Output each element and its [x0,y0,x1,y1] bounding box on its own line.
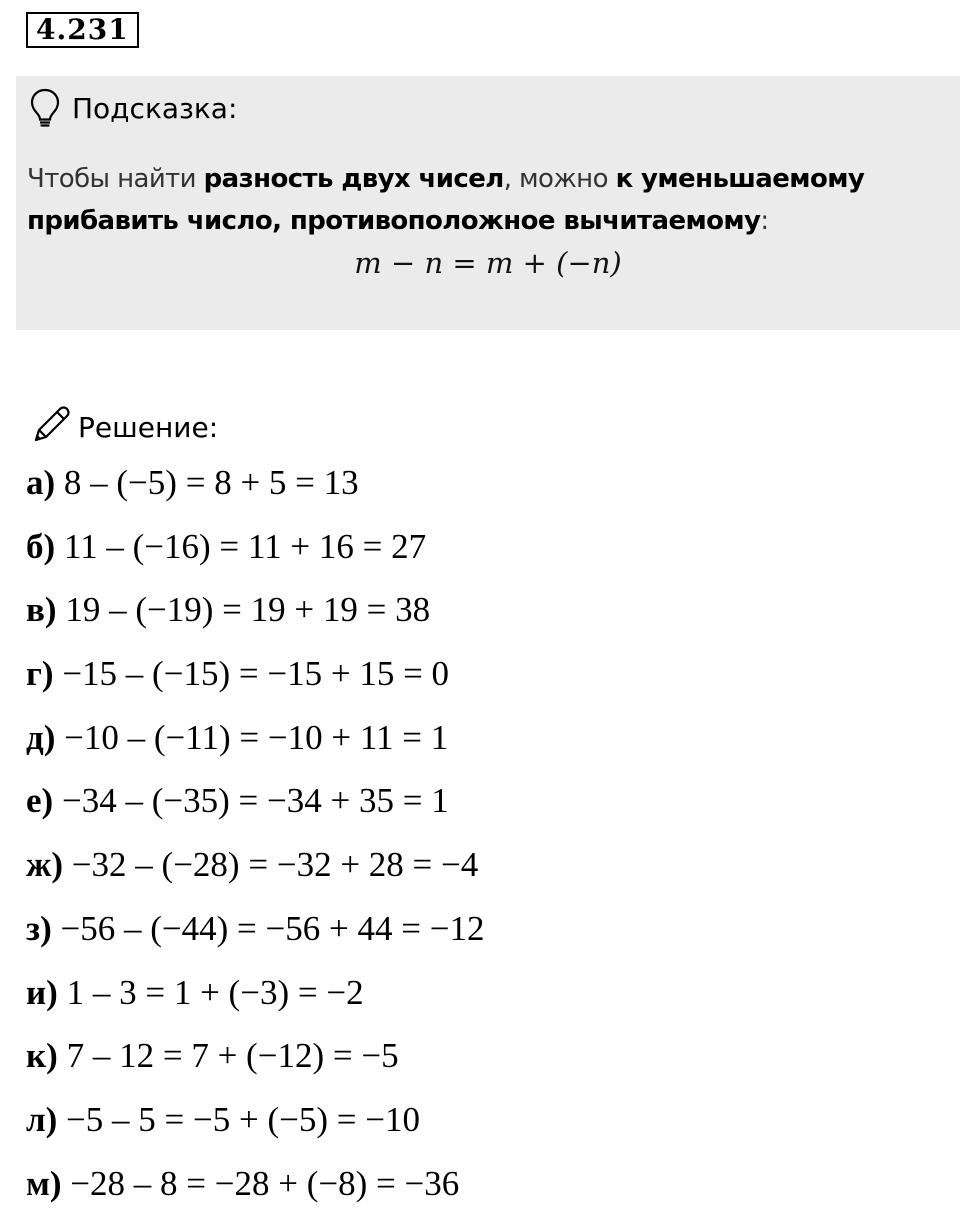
solution-item [26,524,484,588]
hint-text-part: , можно [503,164,616,194]
item-label: б) [26,526,56,566]
item-label: ж) [26,845,64,885]
item-label: з) [26,908,52,948]
hint-formula: m − n = m + (−n) [354,246,622,280]
item-expression: −10 – (−11) = −10 + 11 = 1 [64,717,449,757]
item-expression: 11 – (−16) = 11 + 16 = 27 [63,526,427,566]
solution-item [26,715,484,779]
solution-item [26,460,484,524]
hint-bold-rule: к уменьшаемому прибавить число, противоположное вычитаемому [27,164,865,236]
item-expression: −32 – (−28) = −32 + 28 = −4 [71,845,479,885]
item-label: к) [26,1036,58,1076]
hint-text-part: Чтобы найти [27,164,204,194]
solution-item [26,651,484,715]
item-expression: 19 – (−19) = 19 + 19 = 38 [65,590,431,630]
solution-list [26,460,484,1224]
task-number: 4.231 [26,12,139,48]
solution-item [26,1097,484,1161]
lightbulb-icon [30,88,60,128]
hint-title: Подсказка: [72,91,238,125]
item-label: д) [26,717,56,757]
item-expression: −34 – (−35) = −34 + 35 = 1 [61,781,449,821]
solution-item [26,1033,484,1097]
hint-text-part: : [760,206,769,236]
item-label: а) [26,463,56,502]
solution-item [26,842,484,906]
item-label: м) [26,1163,62,1203]
solution-item [26,778,484,842]
hint-text [27,158,952,242]
solution-header [30,404,218,450]
hint-bold-difference: разность двух чисел [203,164,504,194]
item-label: л) [26,1099,58,1139]
pencil-icon [30,404,72,451]
item-expression: −5 – 5 = −5 + (−5) = −10 [66,1099,421,1139]
item-label: в) [26,590,57,630]
solution-item [26,906,484,970]
item-expression: −15 – (−15) = −15 + 15 = 0 [62,654,450,694]
solution-item [26,970,484,1034]
hint-header [30,86,237,130]
solution-item [26,587,484,651]
solution-title: Решение: [78,410,219,444]
item-expression: −28 – 8 = −28 + (−8) = −36 [70,1163,460,1203]
hint-box [16,76,960,330]
item-expression: −56 – (−44) = −56 + 44 = −12 [60,908,485,948]
item-label: е) [26,781,54,821]
item-label: г) [26,654,54,694]
item-expression: 7 – 12 = 7 + (−12) = −5 [66,1036,399,1076]
item-expression: 1 – 3 = 1 + (−3) = −2 [66,972,364,1012]
solution-item [26,1161,484,1225]
item-label: и) [26,972,58,1012]
item-expression: 8 – (−5) = 8 + 5 = 13 [63,463,359,502]
